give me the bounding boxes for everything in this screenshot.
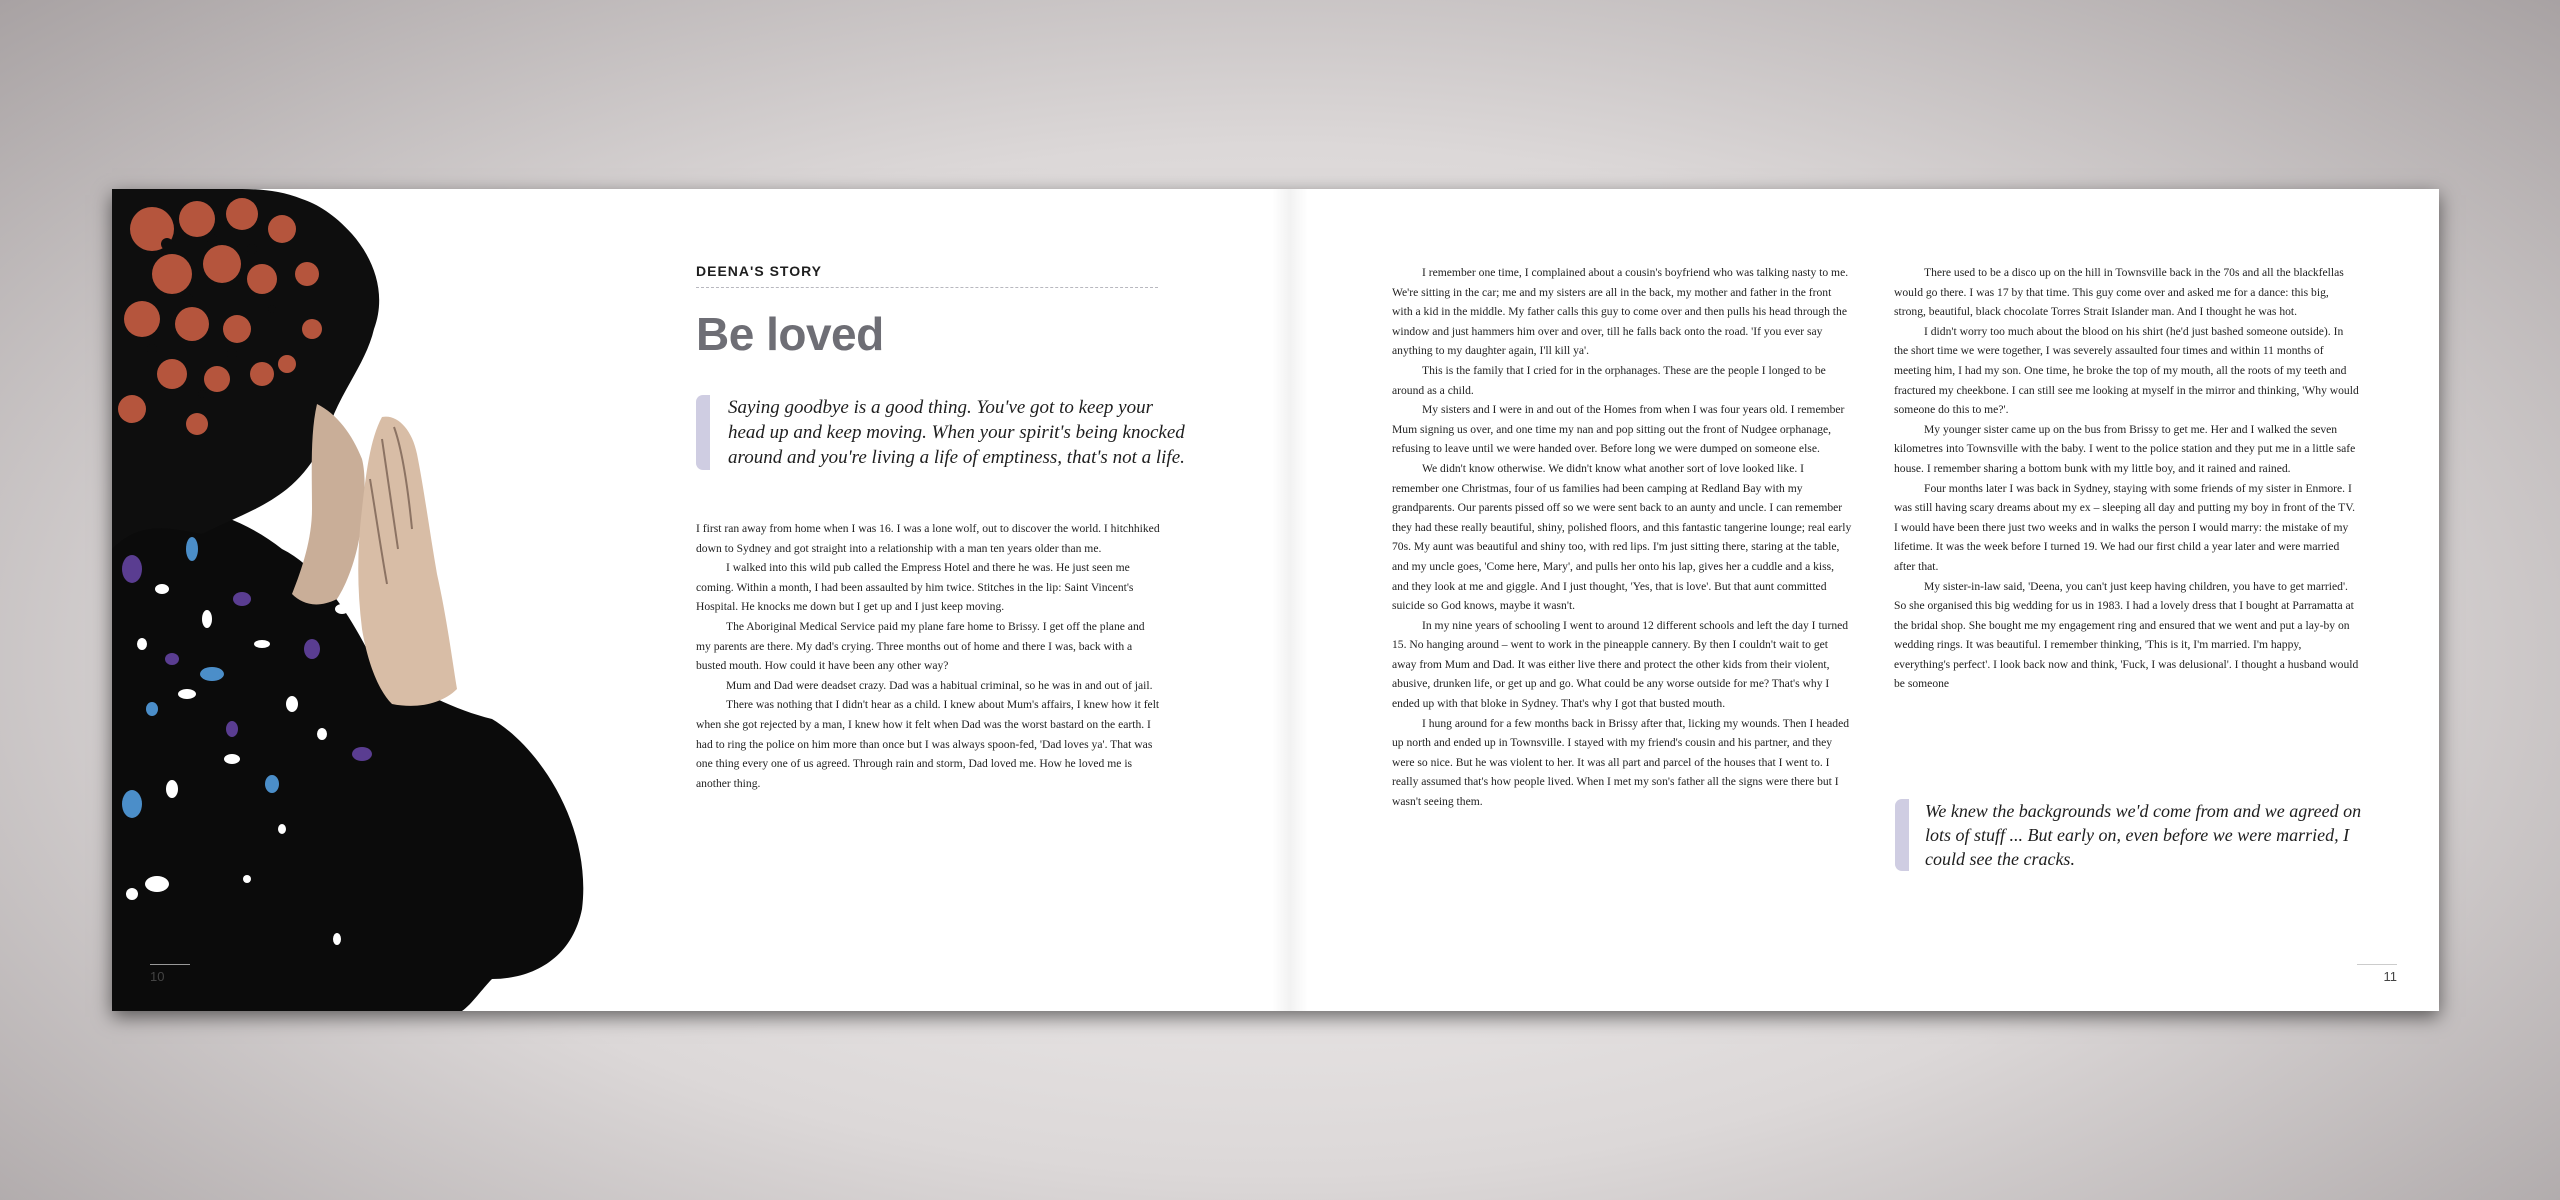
pull-quote-right: We knew the backgrounds we'd come from and we agreed on lots of stuff ... But early on, even before we were married, I could see the cracks. <box>1895 799 2375 871</box>
paragraph: The Aboriginal Medical Service paid my plane fare home to Brissy. I get off the plane and my parents are there. My dad's crying. Three months out of home and there I was, back with a busted mouth. How could it have been any other way? <box>696 619 1145 673</box>
pull-quote-left: Saying goodbye is a good thing. You've got to keep your head up and keep moving. When your spirit's being knocked around and you're living a life of emptiness, that's not a life. <box>696 395 1190 470</box>
paragraph: I hung around for a few months back in Brissy after that, licking my wounds. Then I headed up north and ended up in Townsville. I stayed with my friend's cousin and his partner, and they were so nice. But he was violent to her. It was all part and parcel of the houses that I went to. I really assumed that's how people lived. When I met my son's father all the signs were there but I wasn't seeing them. <box>1392 716 1850 809</box>
paragraph: My sisters and I were in and out of the Homes from when I was four years old. I remember Mum signing us over, and one time my nan and pop sitting out the front of Nudgee orphanage, refusing to leave until we were handed over. Before long we were dumped on someone else. <box>1392 403 1845 456</box>
paragraph: There used to be a disco up on the hill in Townsville back in the 70s and all the blackfellas would go there. I was 17 by that time. This guy come over and asked me for a dance: this big, strong, beautiful, black chocolate Torres Strait Islander man. And I thought he was hot. <box>1894 266 2344 319</box>
paragraph: My sister-in-law said, 'Deena, you can't just keep having children, you have to get married'. So she organised this big wedding for us in 1983. I had a lovely dress that I bought at Parramatta at the bridal shop. She bought me my engagement ring and ensured that we went and put a lay-by on wedding rings. It was beautiful. I remember thinking, 'This is it, I'm married. I'm happy, everything's perfect'. I look back now and think, 'Fuck, I was delusional'. I thought a husband would be someone <box>1894 579 2359 691</box>
book-gutter <box>1272 189 1308 1011</box>
paragraph: This is the family that I cried for in the orphanages. These are the people I longed to be around as a child. <box>1392 363 1826 397</box>
paragraph: I didn't worry too much about the blood on his shirt (he'd just bashed someone outside). In the short time we were together, I was severely assaulted four times and within 11 months of meeting him, I had my son. One time, he broke the top of my mouth, all the roots of my teeth and fractured my cheekbone. I can still see me looking at myself in the mirror and thinking, 'Why would someone do this to me?'. <box>1894 324 2359 417</box>
right-page-column-1 <box>1392 263 1852 812</box>
paragraph: We didn't know otherwise. We didn't know what another sort of love looked like. I remember one Christmas, four of us families had been camping at Redland Bay with my grandparents. Our parents pissed off so we were sent back to an aunty and uncle. I can remember they had these really beautiful, shiny, polished floors, and this fantastic tangerine lounge; real early 70s. My aunt was beautiful and shiny too, with red lips. I'm just sitting there, staring at the table, and my uncle goes, 'Come here, Mary', and pulls her onto his lap, gives her a cuddle and a kiss, and they look at me and giggle. And I just thought, 'Yes, that is love'. But that aunt committed suicide so God knows, maybe it wasn't. <box>1392 461 1852 613</box>
paragraph: Mum and Dad were deadset crazy. Dad was a habitual criminal, so he was in and out of jail. <box>726 678 1153 692</box>
paragraph: Four months later I was back in Sydney, staying with some friends of my sister in Enmore. I was still having scary dreams about my ex – sleeping all day and putting my boy in front of the TV. I would have been there just two weeks and in walks the person I would marry: the mistake of my lifetime. It was the week before I turned 19. We had our first child a year later and were married after that. <box>1894 481 2355 573</box>
paragraph: I walked into this wild pub called the Empress Hotel and there he was. He just seen me coming. Within a month, I had been assaulted by him twice. Stitches in the lip: Saint Vincent's Hospital. He knocks me down but I get up and I just keep moving. <box>696 561 1134 614</box>
section-label: DEENA'S STORY <box>696 263 1158 288</box>
paragraph: In my nine years of schooling I went to around 12 different schools and left the day I turned 15. No hanging around – went to work in the pineapple cannery. By then I couldn't wait to get away from Mum and Dad. It was either live there and protect the other kids from their violent, abusive, drunken life, or get up and go. What could be any worse outside for me? That's why I ended up with that bloke in Sydney. That's why I got that busted mouth. <box>1392 618 1849 711</box>
book-spread <box>112 189 2439 1011</box>
paragraph: I first ran away from home when I was 16. I was a lone wolf, out to discover the world. I hitchhiked down to Sydney and got straight into a relationship with a man ten years older than me. <box>696 522 1160 555</box>
page-number-left: 10 <box>150 964 190 984</box>
paragraph: I remember one time, I complained about a cousin's boyfriend who was talking nasty to me. We're sitting in the car; me and my sisters are all in the back, my mother and father in the front with a kid in the middle. My father calls this guy to come over and then pulls his head through the window and just hammers him over and over, till he falls back onto the road. 'If you ever say anything to my daughter again, I'll kill ya'. <box>1392 266 1849 358</box>
right-page-column-2 <box>1894 263 2359 694</box>
left-page-body <box>696 519 1161 793</box>
praying-woman-illustration <box>112 189 592 1011</box>
page-number-right: 11 <box>2357 964 2397 984</box>
page-title: Be loved <box>696 308 884 360</box>
paragraph: There was nothing that I didn't hear as a child. I knew about Mum's affairs, I knew how it felt when she got rejected by a man, I knew how it felt when Dad was the worst bastard on the earth. I had to ring the police on him more than once but I was always spoon-fed, 'Dad loves ya'. That was one thing every one of us agreed. Through rain and storm, Dad loved me. How he loved me is another thing. <box>696 698 1160 790</box>
paragraph: My younger sister came up on the bus from Brissy to get me. Her and I walked the seven kilometres into Townsville with the baby. I went to the police station and they put me in a little safe house. I remember sharing a bottom bunk with my little boy, and it rained and rained. <box>1894 422 2356 475</box>
